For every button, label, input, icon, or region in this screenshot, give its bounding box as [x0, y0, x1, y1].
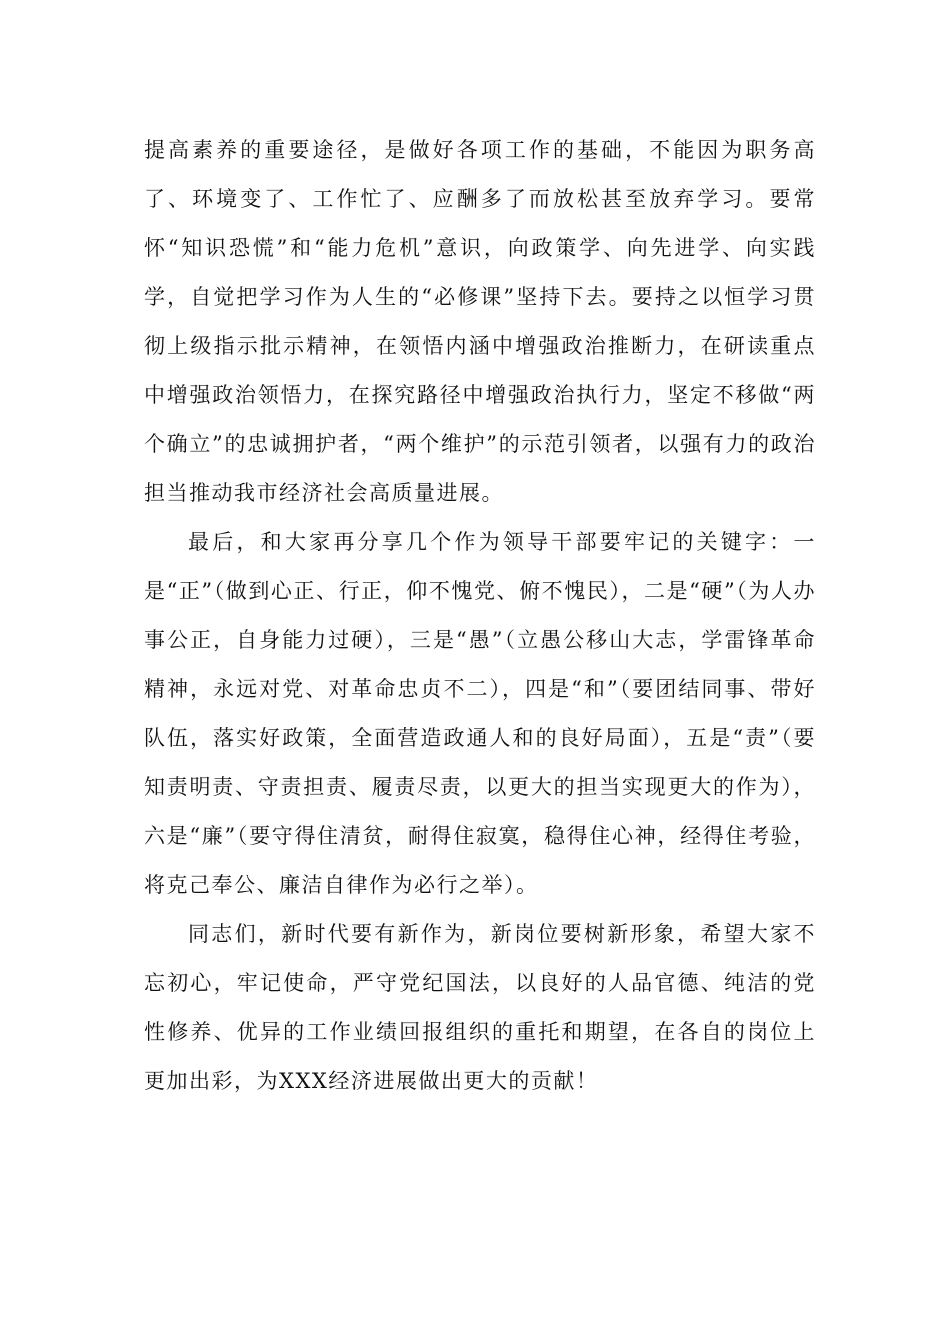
- paragraph-closing: 同志们，新时代要有新作为，新岗位要树新形象，希望大家不忘初心，牢记使命，严守党纪国法，以良好的人品官德、纯洁的党性修养、优异的工作业绩回报组织的重托和期望，在各自的岗位上更加出彩，为XXX经济进展做出更大的贡献！: [144, 922, 816, 1093]
- document-body: [144, 126, 816, 1106]
- paragraph-study: 提高素养的重要途径，是做好各项工作的基础，不能因为职务高了、环境变了、工作忙了、应酬多了而放松甚至放弃学习。要常怀“知识恐慌”和“能力危机”意识，向政策学、向先进学、向实践学，自觉把学习作为人生的“必修课”坚持下去。要持之以恒学习贯彻上级指示批示精神，在领悟内涵中增强政治推断力，在研读重点中增强政治领悟力，在探究路径中增强政治执行力，坚定不移做“两个确立”的忠诚拥护者，“两个维护”的示范引领者，以强有力的政治担当推动我市经济社会高质量进展。: [144, 138, 816, 505]
- paragraph-keywords: 最后，和大家再分享几个作为领导干部要牢记的关键字：一是“正”（做到心正、行正，仰不愧党、俯不愧民），二是“硬”（为人办事公正，自身能力过硬），三是“愚”（立愚公移山大志，学雷锋革命精神，永远对党、对革命忠贞不二），四是“和”（要团结同事、带好队伍，落实好政策，全面营造政通人和的良好局面），五是“责”（要知责明责、守责担责、履责尽责，以更大的担当实现更大的作为），六是“廉”（要守得住清贫，耐得住寂寞，稳得住心神，经得住考验，将克己奉公、廉洁自律作为必行之举）。: [144, 530, 816, 897]
